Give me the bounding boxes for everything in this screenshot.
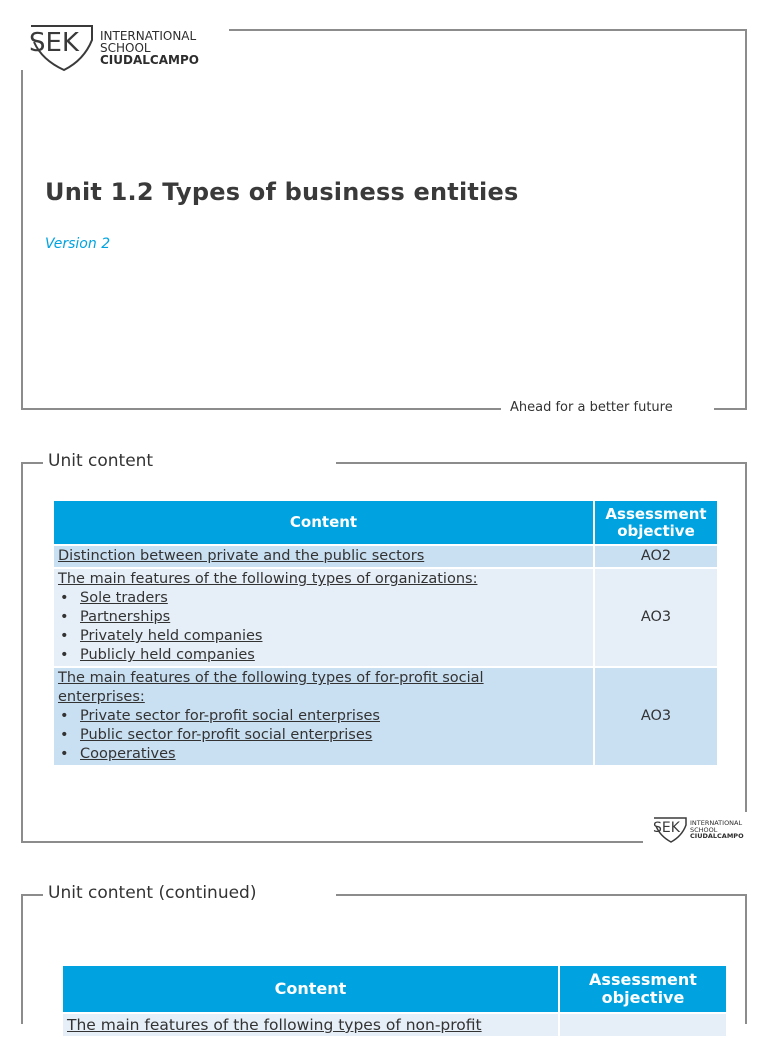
column-header-assessment [594,500,718,545]
list-item: • Private sector for-profit social enterprises [58,707,589,726]
tagline: Ahead for a better future [504,400,679,415]
page-title: Unit 1.2 Types of business entities [45,178,519,206]
header-line-1: Assessment [605,505,707,523]
frame-right-line [745,29,747,410]
header-line-2: objective [617,521,695,540]
logo-line-campus: CIUDALCAMPO [100,53,199,67]
header-line-1: Assessment [589,970,697,990]
frame-left-line [21,462,23,843]
list-item: • Partnerships [58,608,589,627]
table-row [53,667,718,766]
bullet-list [58,707,589,764]
logo-line-campus: CIUDALCAMPO [690,832,744,840]
assessment-objective: AO3 [594,667,718,766]
frame-bottom-line [21,841,643,843]
frame-left-line [21,894,23,1024]
list-item: • Sole traders [58,589,589,608]
row-text: The main features of the following types of non-profit [67,1016,482,1034]
column-header-content: Content [62,965,559,1013]
sek-shield-icon [652,816,688,844]
section-heading: Unit content (continued) [44,883,260,903]
table-row [53,568,718,667]
frame-right-line [745,462,747,812]
list-item: • Public sector for-profit social enterprises [58,726,589,745]
row-text: Distinction between private and the public sectors [58,548,425,564]
frame-top-line-left [21,462,43,464]
list-item: • Privately held companies [58,627,589,646]
list-item: • Cooperatives [58,745,589,764]
header-line-2: objective [601,988,685,1007]
column-header-content: Content [53,500,594,545]
sek-shield-icon [28,24,96,72]
logo-line-international: INTERNATIONAL [690,819,743,827]
frame-top-line [229,29,747,31]
assessment-objective: AO3 [594,568,718,667]
bullet-list [58,589,589,665]
svg-text:SEK: SEK [653,820,680,836]
version-label: Version 2 [45,236,111,252]
frame-left-line [21,70,23,410]
row-intro-line-2: enterprises: [58,689,145,705]
school-logo-small [652,816,744,844]
column-header-assessment [559,965,727,1013]
list-item: • Publicly held companies [58,646,589,665]
section-heading: Unit content [44,451,157,471]
assessment-objective: AO2 [594,545,718,568]
frame-top-line-left [21,894,43,896]
frame-top-line-right [336,894,747,896]
logo-line-international: INTERNATIONAL [100,29,197,43]
logo-line-school: SCHOOL [690,825,718,834]
row-intro: The main features of the following types of organizations: [58,571,478,587]
frame-right-line [745,894,747,1024]
unit-content-table-continued [61,964,728,1038]
frame-bottom-line-left [21,408,501,410]
table-row [53,545,718,568]
unit-content-table [52,499,719,767]
row-intro-line-1: The main features of the following types of for-profit social [58,670,484,686]
svg-text:SEK: SEK [29,28,79,58]
frame-bottom-line-right [714,408,747,410]
frame-top-line-right [336,462,747,464]
table-row [62,1013,727,1037]
school-logo [28,24,199,72]
logo-line-school: SCHOOL [100,41,151,55]
